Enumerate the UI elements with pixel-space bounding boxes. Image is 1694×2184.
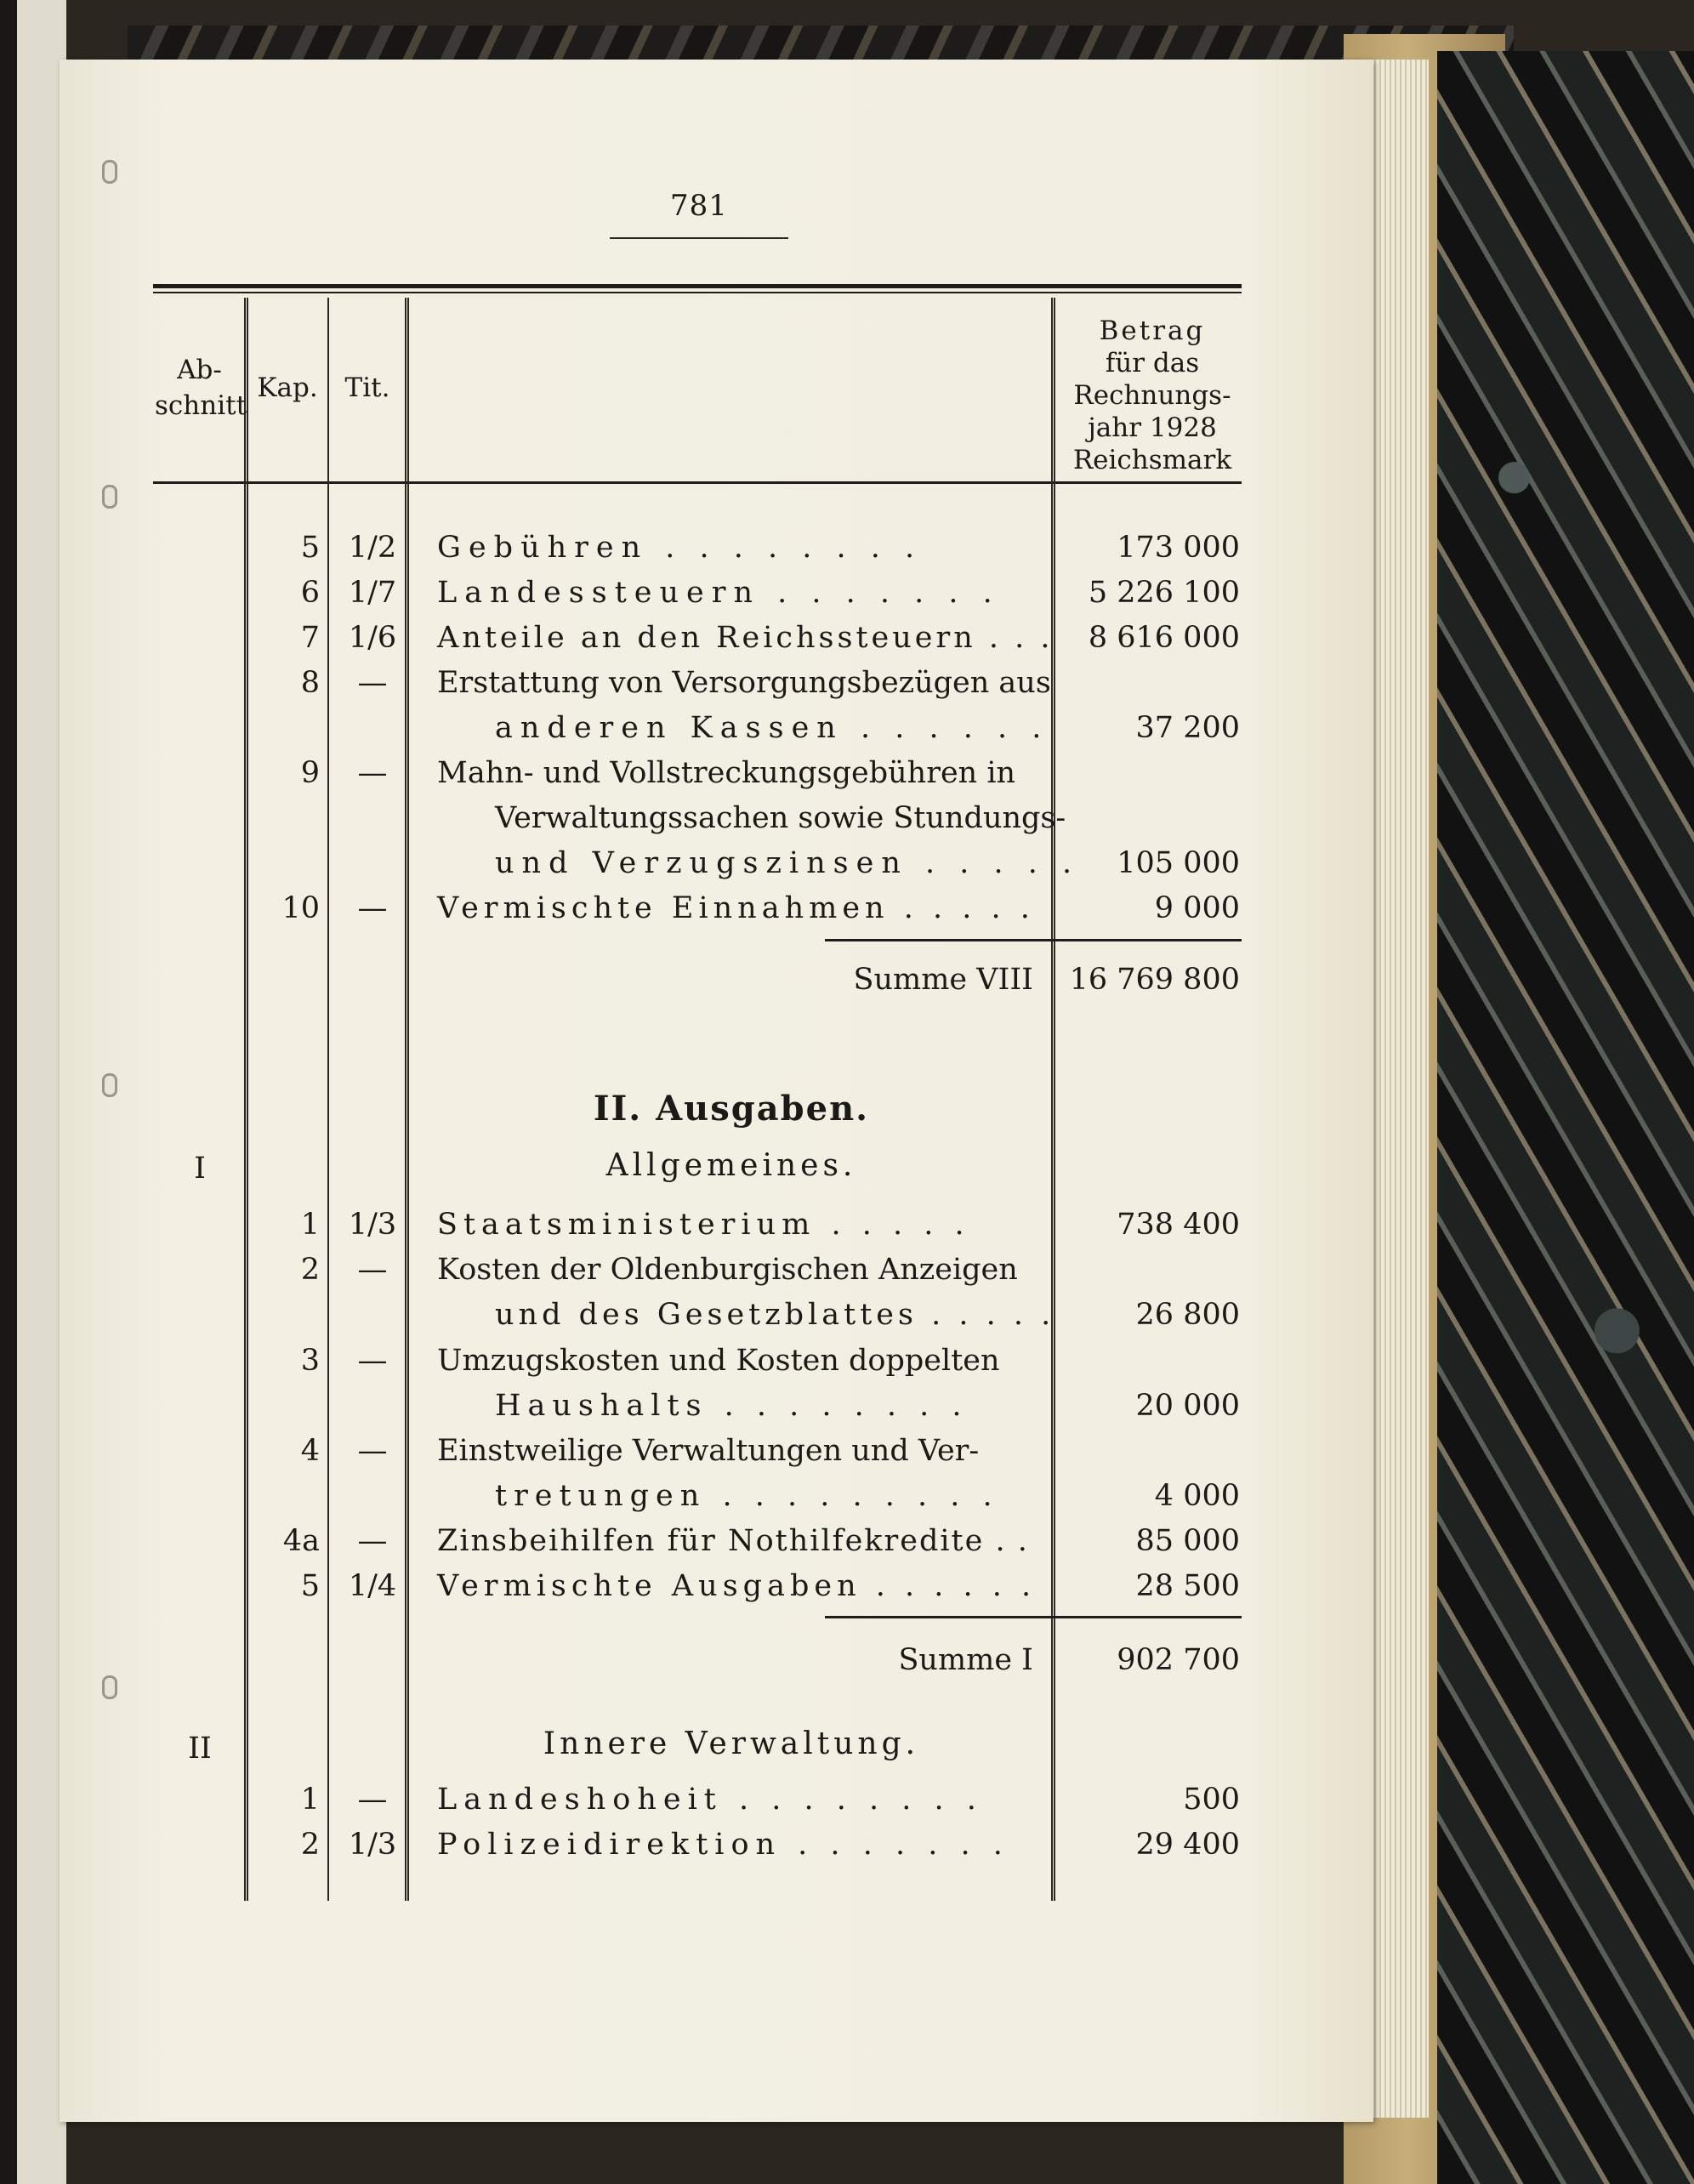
table-top-rule-thin (153, 292, 1242, 293)
row-amount: 26 800 (1135, 1298, 1240, 1332)
row-kap: 3 (300, 1344, 320, 1378)
row-description: Vermischte Ausgaben . . . . . . (437, 1569, 1037, 1603)
row-description: Mahn- und Vollstreckungsgebühren in (437, 756, 1016, 790)
row-description: Zinsbeihilfen für Nothilfekredite . . (437, 1524, 1029, 1558)
row-description-continued: anderen Kassen . . . . . . (495, 711, 1049, 745)
row-kap: 2 (300, 1253, 320, 1287)
binding-stitch (102, 160, 117, 184)
abschnitt-numeral: II (188, 1732, 212, 1766)
sum-rule (825, 939, 1242, 941)
row-description-continued: Verwaltungssachen sowie Stundungs- (495, 801, 1066, 835)
page-number-rule (610, 237, 788, 239)
row-kap: 1 (300, 1783, 320, 1817)
row-kap: 9 (300, 756, 320, 790)
row-description: Gebühren . . . . . . . . (437, 531, 923, 565)
row-description: Polizeidirektion . . . . . . . (437, 1828, 1009, 1862)
row-description: Einstweilige Verwaltungen und Ver- (437, 1434, 980, 1468)
row-kap: 8 (300, 666, 320, 700)
abschnitt-numeral: I (194, 1152, 206, 1186)
header-betrag-line2: für das (1105, 348, 1200, 378)
row-description-continued: und Verzugszinsen . . . . . (495, 846, 1080, 880)
row-amount: 500 (1183, 1783, 1240, 1817)
row-tit: 1/2 (348, 531, 397, 565)
row-description: Anteile an den Reichssteuern . . . (437, 621, 1054, 655)
row-tit: 1/3 (348, 1828, 397, 1862)
row-tit: — (357, 1434, 388, 1468)
summe-i-label: Summe I (898, 1643, 1033, 1677)
row-description: Landeshoheit . . . . . . . . (437, 1783, 983, 1817)
row-amount: 85 000 (1135, 1524, 1240, 1558)
row-tit: — (357, 666, 388, 700)
row-tit: 1/4 (348, 1569, 397, 1603)
abschnitt-title: Allgemeines. (605, 1148, 857, 1183)
header-abschnitt (155, 352, 247, 424)
row-kap: 4a (282, 1524, 320, 1558)
row-description-continued: tretungen . . . . . . . . . (495, 1479, 999, 1513)
row-amount: 29 400 (1135, 1828, 1240, 1862)
row-description: Erstattung von Versorgungsbezügen aus (437, 666, 1051, 700)
row-tit: — (357, 1783, 388, 1817)
table-top-rule (153, 284, 1242, 288)
row-description: Kosten der Oldenburgischen Anzeigen (437, 1253, 1018, 1287)
row-kap: 2 (300, 1828, 320, 1862)
row-amount: 4 000 (1154, 1479, 1240, 1513)
row-kap: 10 (281, 891, 320, 925)
row-description-continued: Haushalts . . . . . . . . (495, 1389, 969, 1423)
row-amount: 37 200 (1135, 711, 1240, 745)
row-amount: 5 226 100 (1088, 576, 1240, 610)
row-kap: 7 (300, 621, 320, 655)
row-description: Landessteuern . . . . . . . (437, 576, 1000, 610)
summe-viii-amount: 16 769 800 (1069, 963, 1240, 997)
row-amount: 28 500 (1135, 1569, 1240, 1603)
header-betrag-line1: Betrag (1099, 316, 1206, 346)
header-abschnitt-line2: schnitt (155, 390, 247, 421)
row-tit: — (357, 1253, 388, 1287)
header-abschnitt-line1: Ab- (177, 355, 222, 385)
summe-viii-label: Summe VIII (853, 963, 1033, 997)
row-tit: — (357, 756, 388, 790)
row-tit: 1/7 (348, 576, 397, 610)
row-amount: 9 000 (1154, 891, 1240, 925)
row-kap: 5 (300, 1569, 320, 1603)
book-cover-marbled (1437, 51, 1694, 2184)
header-betrag-line5: Reichsmark (1072, 445, 1232, 475)
page-number: 781 (670, 189, 728, 223)
summe-i-amount: 902 700 (1117, 1643, 1240, 1677)
header-tit: Tit. (344, 373, 390, 403)
header-kap: Kap. (257, 373, 318, 403)
row-description: Staatsministerium . . . . . (437, 1208, 970, 1242)
row-kap: 1 (300, 1208, 320, 1242)
binding-stitch (102, 1073, 117, 1097)
column-divider-kap (327, 298, 329, 1901)
row-amount: 20 000 (1135, 1389, 1240, 1423)
header-betrag-line3: Rechnungs- (1073, 380, 1231, 411)
header-betrag-line4: jahr 1928 (1088, 412, 1217, 443)
binding-stitch (102, 485, 117, 509)
row-amount: 8 616 000 (1088, 621, 1240, 655)
sum-rule (825, 1616, 1242, 1618)
column-divider-abschnitt (244, 298, 248, 1901)
abschnitt-title: Innere Verwaltung. (543, 1726, 920, 1761)
section-heading-ausgaben: II. Ausgaben. (593, 1089, 870, 1129)
row-description-continued: und des Gesetzblattes . . . . . (495, 1298, 1055, 1332)
row-kap: 6 (300, 576, 320, 610)
book-spine (0, 0, 66, 2184)
row-tit: 1/3 (348, 1208, 397, 1242)
row-tit: — (357, 1344, 388, 1378)
row-tit: 1/6 (348, 621, 397, 655)
row-tit: — (357, 891, 388, 925)
row-amount: 738 400 (1117, 1208, 1240, 1242)
binding-stitch (102, 1675, 117, 1699)
header-betrag (1063, 315, 1242, 476)
table-header-rule (153, 481, 1242, 484)
row-kap: 4 (300, 1434, 320, 1468)
row-tit: — (357, 1524, 388, 1558)
row-description: Umzugskosten und Kosten doppelten (437, 1344, 1000, 1378)
row-description: Vermischte Einnahmen . . . . . (437, 891, 1035, 925)
row-amount: 173 000 (1117, 531, 1240, 565)
row-kap: 5 (300, 531, 320, 565)
row-amount: 105 000 (1117, 846, 1240, 880)
